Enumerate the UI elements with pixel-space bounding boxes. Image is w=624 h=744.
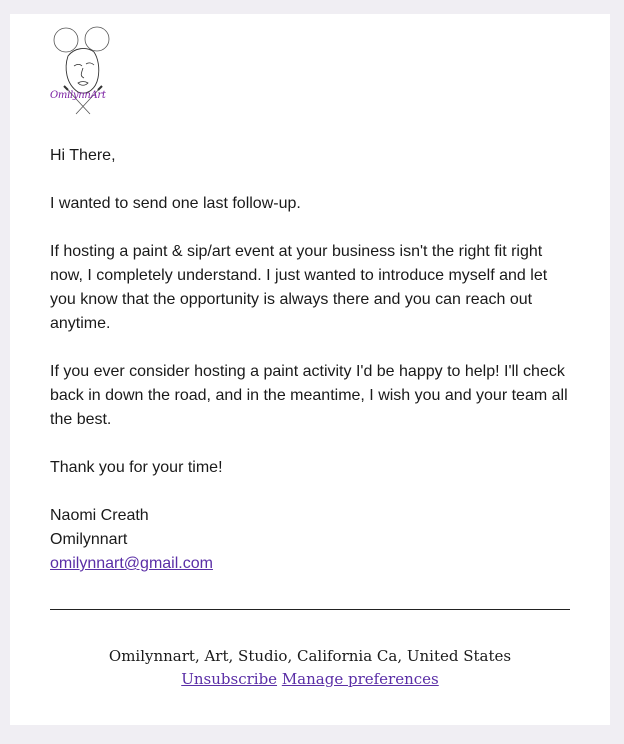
paragraph-followup: I wanted to send one last follow-up. bbox=[50, 195, 301, 212]
signature-email-link[interactable]: omilynnart@gmail.com bbox=[50, 555, 213, 572]
signature-company: Omilynnart bbox=[50, 531, 128, 548]
logo-wordmark: OmilynnArt bbox=[50, 90, 106, 101]
email-footer bbox=[10, 645, 610, 691]
portrait-logo-icon bbox=[50, 26, 116, 116]
paragraph-offer: If you ever consider hosting a paint activity I'd be happy to help! I'll check back in down the road, and in the meantime, I wish you and your team all the best. bbox=[50, 363, 568, 428]
unsubscribe-link[interactable]: Unsubscribe bbox=[181, 670, 278, 688]
email-card bbox=[10, 14, 610, 725]
greeting: Hi There, bbox=[50, 147, 116, 164]
signature-name: Naomi Creath bbox=[50, 507, 149, 524]
email-body bbox=[50, 144, 572, 576]
signature bbox=[50, 504, 572, 576]
paragraph-thanks: Thank you for your time! bbox=[50, 459, 223, 476]
footer-links bbox=[10, 668, 610, 691]
brand-logo bbox=[50, 26, 116, 116]
manage-preferences-link[interactable]: Manage preferences bbox=[281, 670, 439, 688]
footer-address: Omilynnart, Art, Studio, California Ca, United States bbox=[108, 647, 512, 665]
footer-divider bbox=[50, 609, 570, 610]
paragraph-fit: If hosting a paint & sip/art event at your business isn't the right fit right now, I completely understand. I just wanted to introduce myself and let you know that the opportunity is always there and you can reach out anytime. bbox=[50, 243, 548, 332]
